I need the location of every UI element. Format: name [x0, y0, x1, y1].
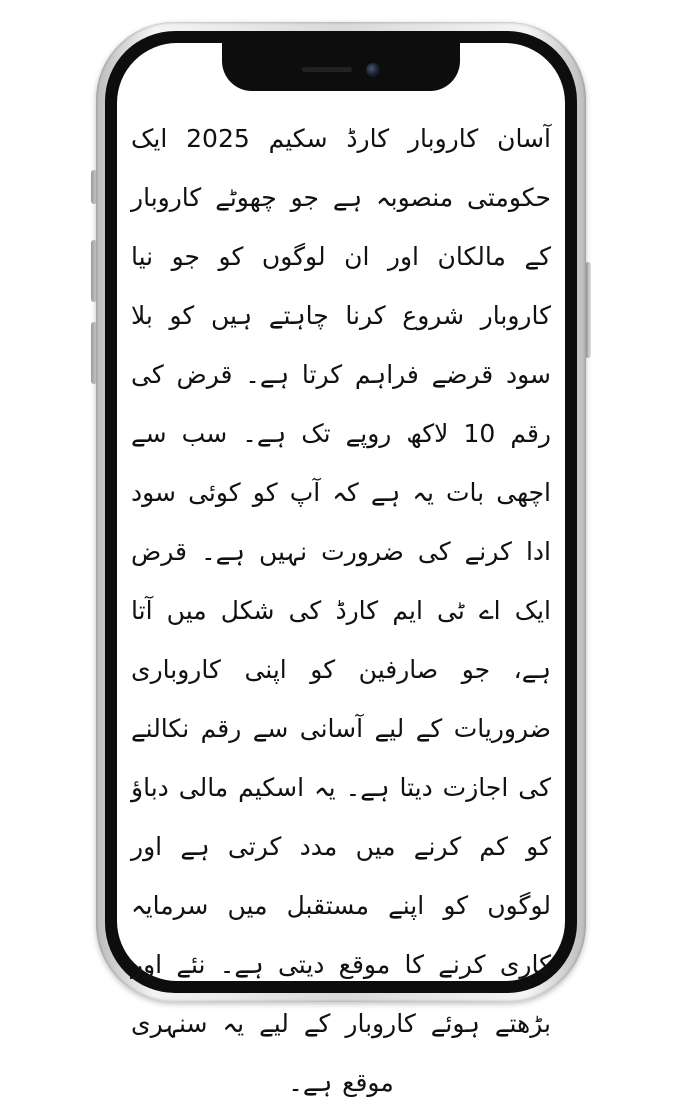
phone-bezel	[105, 31, 577, 1097]
phone-notch	[222, 41, 460, 91]
article-body-text: آسان کاروبار کارڈ سکیم 2025 ایک حکومتی منصوبہ ہے جو چھوٹے کاروبار کے مالکان اور ان لوگوں کو جو نیا کاروبار شروع کرنا چاہتے ہیں کو بلا سود قرضے فراہم کرتا ہے۔ قرض کی رقم 10 لاکھ روپے تک ہے۔ سب سے اچھی بات یہ ہے کہ آپ کو کوئی سود ادا کرنے کی ضرورت نہیں ہے۔ قرض ایک اے ٹی ایم کارڈ کی شکل میں آتا ہے، جو صارفین کو اپنی کاروباری ضروریات کے لیے آسانی سے رقم نکالنے کی اجازت دیتا ہے۔ یہ اسکیم مالی دباؤ کو کم کرنے میں مدد کرتی ہے اور لوگوں کو اپنے مستقبل میں سرمایہ کاری کرنے کا موقع دیتی ہے۔ نئے اور بڑھتے ہوئے کاروبار کے لیے یہ سنہری موقع ہے۔	[131, 124, 552, 1097]
speaker-grille	[302, 67, 352, 72]
phone-frame	[96, 22, 586, 1097]
phone-screen	[117, 43, 565, 1097]
camera-icon	[366, 63, 380, 77]
